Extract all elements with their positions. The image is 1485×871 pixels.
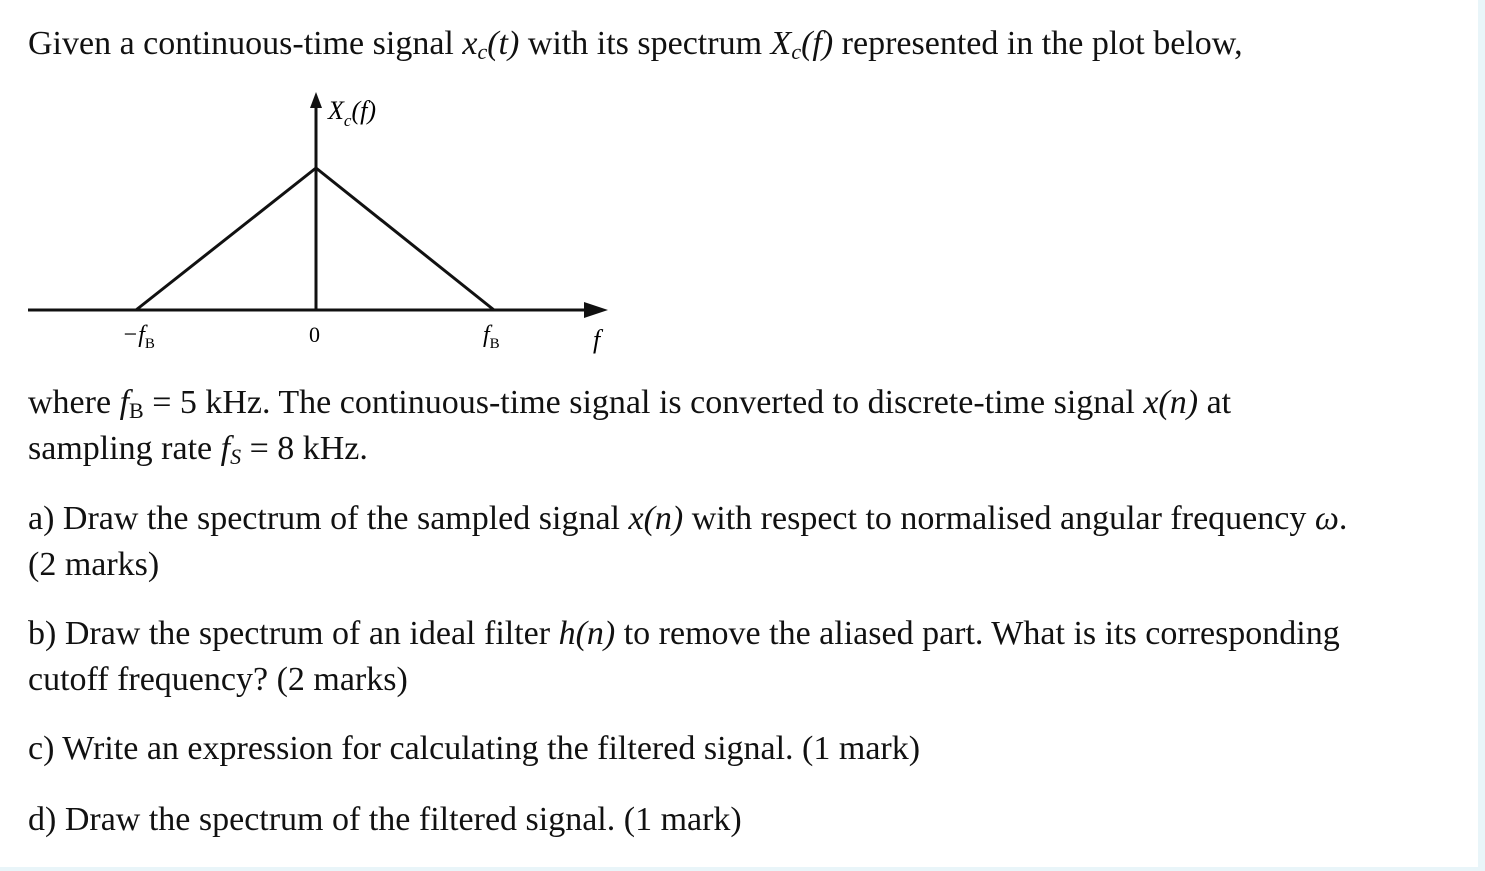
question-d-text: d) Draw the spectrum of the filtered signal. (1 mark)	[28, 801, 742, 838]
where-text-1: where	[28, 384, 120, 421]
omega-symbol: ω	[1314, 500, 1339, 537]
frequency-axis-label: f	[593, 325, 601, 354]
where-text-2: = 5 kHz. The continuous-time signal is converted to discrete-time signal	[143, 384, 1144, 421]
fs-symbol: f	[220, 430, 231, 467]
intro-line	[28, 24, 1243, 72]
intro-text-3: represented in the plot below,	[833, 25, 1243, 62]
page-border-right	[1478, 0, 1485, 871]
where-line-2	[28, 429, 368, 477]
question-c-text: c) Write an expression for calculating the filtered signal. (1 mark)	[28, 730, 921, 767]
question-a-text-1: a) Draw the spectrum of the sampled signal	[28, 500, 629, 537]
magnitude-axis-arrow-icon	[310, 92, 322, 108]
tick-label-zero: 0	[309, 322, 320, 347]
signal-x-argument: (t)	[487, 25, 520, 62]
intro-text-2: with its spectrum	[519, 25, 771, 62]
question-a-period: .	[1338, 500, 1348, 537]
question-a-x-symbol: x	[628, 500, 644, 537]
page-border-bottom	[0, 867, 1485, 871]
question-b-line-2	[28, 660, 408, 700]
xn-argument: (n)	[1158, 384, 1199, 421]
question-a-x-argument: (n)	[643, 500, 684, 537]
tick-label-pos-fB: $f_B$	[483, 322, 500, 352]
signal-x-symbol: x	[462, 25, 478, 62]
tick-label-neg-fB: $-f_B$	[122, 322, 155, 352]
intro-text-1: Given a continuous-time signal	[28, 25, 463, 62]
xn-symbol: x	[1143, 384, 1159, 421]
sampling-rate-text: sampling rate	[28, 430, 221, 467]
question-b-text-1: b) Draw the spectrum of an ideal filter	[28, 615, 559, 652]
fB-subscript: B	[129, 398, 144, 423]
spectrum-X-symbol: X	[770, 25, 792, 62]
spectrum-plot	[0, 80, 640, 370]
question-b-text-3: cutoff frequency? (2 marks)	[28, 661, 408, 698]
question-c	[28, 729, 920, 769]
filter-h-symbol: h	[558, 615, 576, 652]
question-a-marks	[28, 545, 159, 585]
question-d	[28, 800, 742, 840]
filter-h-argument: (n)	[575, 615, 616, 652]
where-line-1	[28, 383, 1231, 431]
fs-subscript: S	[230, 444, 242, 469]
where-text-3: at	[1198, 384, 1232, 421]
question-b-line-1	[28, 614, 1340, 654]
signal-x-subscript: c	[477, 39, 488, 64]
sampling-rate-value: = 8 kHz.	[241, 430, 368, 467]
spectrum-X-subscript: c	[791, 39, 802, 64]
spectrum-X-argument: (f)	[801, 25, 834, 62]
question-b-text-2: to remove the aliased part. What is its corresponding	[615, 615, 1340, 652]
question-a-text-2: with respect to normalised angular frequency	[683, 500, 1315, 537]
question-a-marks-text: (2 marks)	[28, 546, 160, 583]
frequency-axis-arrow-icon	[584, 302, 608, 318]
question-a-line-1	[28, 499, 1347, 539]
magnitude-axis-label: $X_c(f)$	[328, 96, 376, 130]
fB-symbol: f	[119, 384, 130, 421]
